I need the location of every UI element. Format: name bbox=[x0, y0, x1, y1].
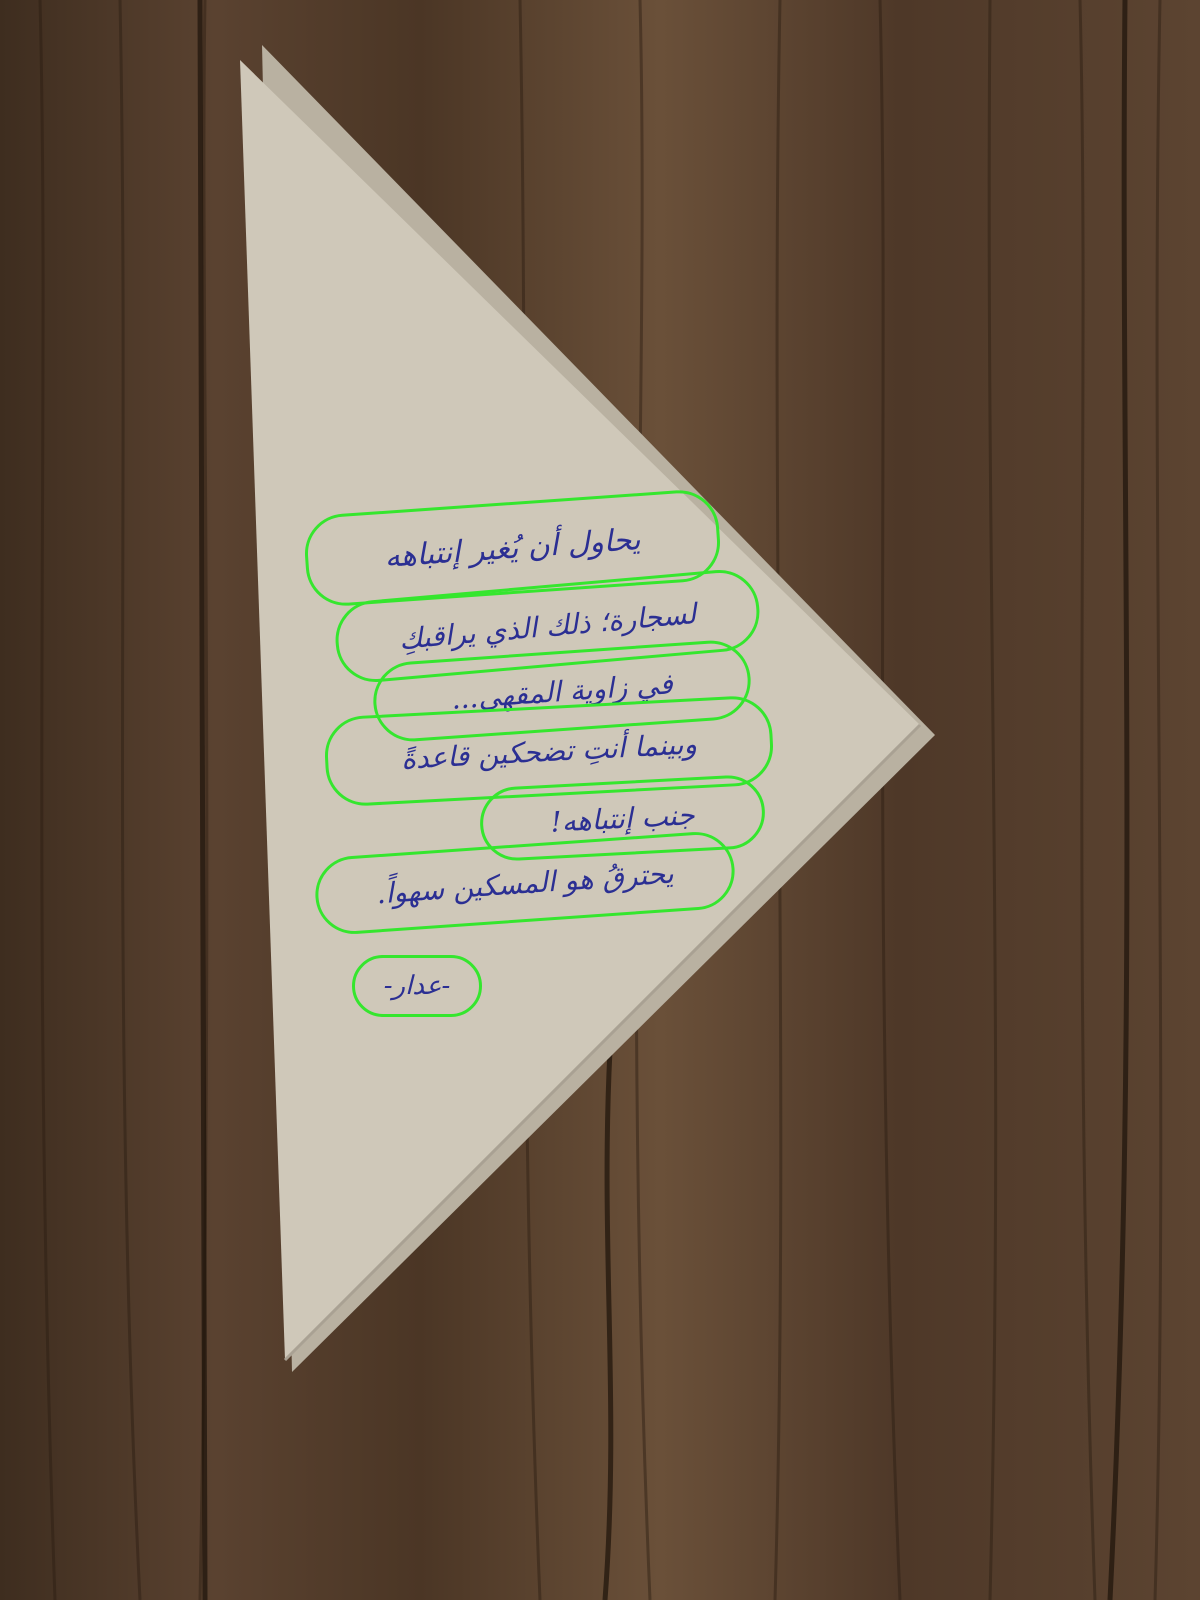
handwritten-line-2: لسجارة؛ ذلك الذي يراقبكِ bbox=[332, 567, 763, 686]
handwritten-line-4: وبينما أنتِ تضحكين قاعدةً bbox=[323, 694, 775, 807]
handwritten-line-5: جنب إنتباهه! bbox=[478, 774, 766, 863]
handwritten-signature: -عدار- bbox=[352, 955, 482, 1017]
handwritten-line-3: في زاوية المقهى... bbox=[371, 638, 754, 744]
handwritten-line-6: يحترقُ هو المسكين سهواً. bbox=[313, 829, 737, 936]
handwritten-line-1: يحاول أن يُغير إنتباهه bbox=[302, 488, 722, 609]
